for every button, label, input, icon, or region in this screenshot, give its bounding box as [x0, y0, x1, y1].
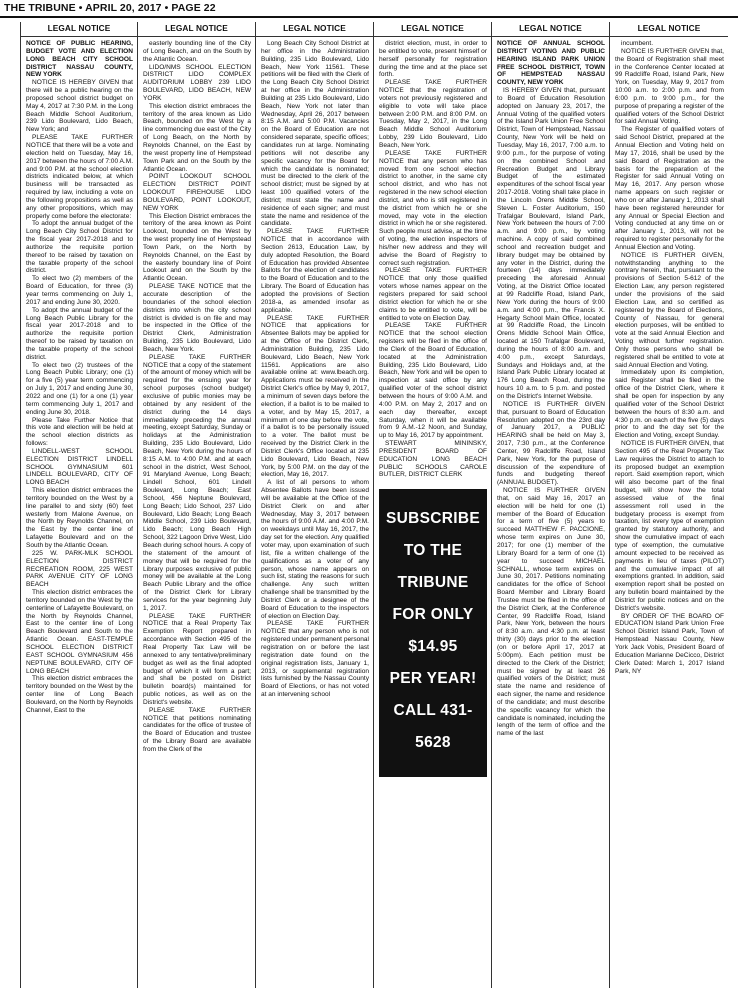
- notice-paragraph: This election district embraces the territory bounded on the West by the center line of Long Beach Boulevard, on the North by Reynolds Channel, East to the: [26, 675, 133, 714]
- column-5: [492, 22, 610, 988]
- column-2: [138, 22, 256, 988]
- notice-paragraph: NOTICE IS FURTHER GIVEN that, pursuant to Board of Education Resolution adopted on the 23rd day of January 2017, a PUBLIC HEARING shall be held on May 3, 2017, 7:30 p.m., at the Conference Center, 99 Radcliffe Road, Island Park, New York, for the purpose of discussion of the expenditure of funds and budgeting thereof (ANNUAL BUDGET).: [497, 400, 605, 487]
- column-heading: LEGAL NOTICE: [138, 22, 255, 37]
- notice-paragraph: NOTICE OF ANNUAL SCHOOL DISTRICT VOTING AND PUBLIC HEARING ISLAND PARK UNION FREE SCHOOL DISTRICT, TOWN OF HEMPSTEAD NASSAU COUNTY, NEW YORK: [497, 40, 605, 87]
- notice-paragraph: Please Take Further Notice that this vote and election will be held at the school election districts as follows:: [26, 416, 133, 448]
- notice-paragraph: Long Beach City School District at her office in the Administration Building, 235 Lido Boulevard, Lido Beach, New York 11561. These petitions will be filed with the Clerk of the Long Beach City School District at her office in the Administration Building at 235 Lido Boulevard, Lido Beach, New York not later than Wednesday, April 26, 2017 between 8:15 A.M. and 5:00 P.M. Vacancies on the Board of Education are not considered separate, specific offices; candidates run at large. Nominating petitions will not describe any specific vacancy for the Board for which the candidate is nominated; must be directed to the clerk of the school district; must be signed by at least 100 qualified voters of the district; must state the name and residence of each signer; and must state the name and residence of the candidate.: [261, 40, 369, 228]
- column-body: [261, 40, 369, 699]
- notice-paragraph: PLEASE TAKE FURTHER NOTICE that a copy of the statement of the amount of money which will be required for the ensuing year for school purposes (school budget) exclusive of public monies may be obtained by any resident of the district during the 14 days immediately preceding the annual meeting, except Saturday, Sunday or holidays at the Administration Building, 235 Lido Boulevard, Lido Beach, New York during the hours of 8:15 A.M. to 4:00 P.M. and at each school in the district, West School, 91 Maryland Avenue, Long Beach; Lindell School, 601 Lindell Boulevard, Long Beach; East School, 456 Neptune Boulevard, Long Beach; Lido School, 237 Lido Boulevard, Lido Beach; Long Beach Middle School, 239 Lido Boulevard, Lido Beach; Long Beach High School, 322 Lagoon Drive West, Lido Beach during school hours. A copy of the statement of the amount of money that will be required for the Library purposes exclusive of public money will be available at the Long Beach Public Library and the office of the District Clerk for Library services for the year beginning July 1, 2017.: [143, 353, 251, 612]
- masthead: THE TRIBUNE • APRIL 20, 2017 • PAGE 22: [4, 2, 216, 14]
- legal-notice-columns: [20, 22, 728, 988]
- column-heading: LEGAL NOTICE: [21, 22, 137, 37]
- promo-line: 5628: [415, 734, 451, 752]
- header-rule: [0, 16, 738, 18]
- notice-paragraph: PLEASE TAKE FURTHER NOTICE that in accordance with Section 2613, Education Law, by duly adopted Resolution, the Board of Education has provided Absentee Ballots for the election of candidates to the Board of Education and to the Library. The Board of Education has adopted the provisions of Section 2018-a, as amended insofar as applicable.: [261, 228, 369, 314]
- notice-paragraph: POINT LOOKOUT SCHOOL ELECTION DISTRICT POINT LOOKOUT FIREHOUSE LIDO BOULEVARD, POINT LOOKOUT, NEW YORK: [143, 173, 251, 212]
- column-body: [26, 40, 133, 715]
- column-body: [497, 40, 605, 738]
- column-heading: LEGAL NOTICE: [374, 22, 491, 37]
- column-1: [20, 22, 138, 988]
- promo-line: PER YEAR!: [389, 670, 477, 688]
- notice-paragraph: A list of all persons to whom Absentee Ballots have been issued will be available at the Office of the District Clerk on and after Wednesday, May 3, 2017 between the hours of 9:00 A.M. and 4:00 P.M. on weekdays until May 16, 2017, the day set for the election. Any qualified voter may, upon examination of such list, file a written challenge of the qualifications as a voter of any person, whose name appears on such list, stating the reasons for such challenge. Any such written challenge shall be transmitted by the District Clerk or a designee of the Board of Education to the inspectors of election on Election Day.: [261, 479, 369, 620]
- notice-paragraph: PLEASE TAKE NOTICE that the accurate description of the boundaries of the school election districts into which the city school district is divided is on file and may be inspected in the Office of the District Clerk, Administration Building, 235 Lido Boulevard, Lido Beach, New York.: [143, 283, 251, 353]
- column-4: [374, 22, 492, 988]
- notice-paragraph: NOTICE IS FURTHER GIVEN that, the Board of Registration shall meet in the Conference Center located at 99 Radcliffe Road, Island Park, New York, on Tuesday, May 9, 2017 from 10:00 a.m. to 2:00 p.m. and from 6:00 p.m. to 9:00 p.m., for the purpose of preparing a register of the qualified voters of the School District for said Annual Voting.: [615, 47, 724, 126]
- page-header: [0, 0, 738, 16]
- notice-paragraph: PLEASE TAKE FURTHER NOTICE that any person who has moved from one school election district to another, in the same city school district, and who has not registered in the new school election district, and who is still registered in the district from which he or she moved, may vote in the election district in which he or she registered. Such people must advise, at the time of voting, the election inspectors of his/her new address and they will advise the Board of Registry to correct such registration.: [379, 149, 487, 267]
- notice-paragraph: To elect two (2) trustees of the Long Beach Public Library; one (1) for a five (5) year term commencing on July 1, 2017 and ending June 30, 2022 and one (1) for a one (1) year term commencing July 1, 2017 and ending June 30, 2018.: [26, 361, 133, 416]
- column-body: [615, 40, 724, 675]
- promo-line: TRIBUNE: [397, 574, 469, 592]
- notice-paragraph: This election district embraces the territory bounded on the West by a line parallel to and sixty (60) feet westerly from Malone Avenue, on the North by Reynolds Channel, on the East by the center line of Lafayette Boulevard and on the South by the Atlantic Ocean.: [26, 487, 133, 549]
- column-heading: LEGAL NOTICE: [610, 22, 728, 37]
- notice-paragraph: easterly bounding line of the City of Long Beach, and on the South by the Atlantic Ocean.: [143, 40, 251, 63]
- notice-paragraph: NOTICE IS FURTHER GIVEN, that Section 495 of the Real Property Tax Law requires the District to attach to its proposed budget an exemption report. Said exemption report, which will also become part of the final budget, will show how the total assessed value of the final assessment roll used in the budgetary process is exempt from taxation, list every type of exemption granted by statutory authority, and show the cumulative impact of each type of exemption, the cumulative amount expected to be received as payments in lieu of taxes (PILOT) and the cumulative impact of all exemptions granted. In addition, said exemption report shall be posted on any bulletin board maintained by the District for public notices and on the District's website.: [615, 440, 724, 612]
- notice-paragraph: NOTICE IS HEREBY GIVEN that there will be a public hearing on the proposed school district budget on May 4, 2017 at 7:30 P.M. in the Long Beach Middle School Auditorium, 239 Lido Boulevard, Lido Beach, New York; and: [26, 79, 133, 134]
- notice-paragraph: incumbent.: [621, 40, 654, 47]
- notice-paragraph: PLEASE TAKE FURTHER NOTICE that the school election registers will be filed in the office of the Clerk of the Board of Education, located at the Administration Building, 235 Lido Boulevard, Lido Beach, New York and will be open to inspection at said office by any qualified voter of the school district between the hours of 9:00 A.M. and 4:00 P.M. on May 2, 2017 and on each day thereafter, except Saturday, when it will be available from 9 A.M.-12 Noon, and Sunday, up to May 16, 2017 by appointment.: [379, 322, 487, 440]
- promo-line: SUBSCRIBE: [386, 510, 480, 528]
- notice-paragraph: This election district embraces the territory of the area known as Lido Beach, bounded on the West by a line commencing due east of the City of Long Beach, on the North by Reynolds Channel, on the East by the west property line of Hempstead Town Park and on the South by the Atlantic Ocean.: [143, 102, 251, 173]
- notice-paragraph: LIDO/NMS SCHOOL ELECTION DISTRICT LIDO COMPLEX AUDITORIUM LOBBY 239 LIDO BOULEVARD, LIDO BEACH, NEW YORK: [143, 63, 251, 102]
- subscribe-promo-box: [379, 489, 487, 777]
- notice-paragraph: NOTICE IS FURTHER GIVEN that, on said May 16, 2017 an election will be held for one (1) member of the Board of Education for a term of five (5) years to succeed MATTHEW F. PACCIONE, whose term expires on June 30, 2017; for one (1) member of the Library Board for a term of one (1) year to succeed MICHAEL SCHNALL, whose term expires on June 30, 2017. Petitions nominating candidates for the office of School Board Member and Library Board Trustee must be filed in the office of the District Clerk, at the Conference Center, 99 Radcliffe Road, Island Park, New York, between the hours of 8:30 a.m. and 4:30 p.m. at least thirty (30) days prior to the election (on or before April 17, 2017 at 5:00pm). Each petition must be directed to the Clerk of the District; must be signed by at least 26 qualified voters of the District; must state the name and residence of each signer, the name and residence of the candidate; and must describe the specific vacancy for which the candidate is nominated, including the length of the term of office and the name of the last: [497, 487, 605, 738]
- notice-paragraph: district election, must, in order to be entitled to vote, present himself or herself personally for registration during the time and at the place set forth.: [379, 40, 487, 79]
- column-body: [143, 40, 251, 754]
- notice-paragraph: 225 W. PARK-MLK SCHOOL ELECTION DISTRICT RECREATION ROOM, 225 WEST PARK AVENUE CITY OF LONG BEACH: [26, 549, 133, 589]
- notice-paragraph: PLEASE TAKE FURTHER NOTICE that the registration of voters not previously registered and eligible to vote will take place between 2:00 P.M. and 8:00 P.M. on Tuesday, May 2, 2017, in the Long Beach Middle School Auditorium Lobby, 239 Lido Boulevard, Lido Beach, New York.: [379, 79, 487, 149]
- notice-paragraph: IS HEREBY GIVEN that, pursuant to Board of Education Resolution adopted on January 23, 2017, the Annual Voting of the qualified voters of the Island Park Union Free School District, Town of Hempstead, Nassau County, New York will be held on Tuesday, May 16, 2017, 7:00 a.m. to 9:00 p.m., for the purpose of voting on the combined School and Recreation Budget and Library Budget of the estimated expenditures of the school fiscal year 2017-2018. Voting shall take place in the Lincoln Orens Middle School, Steven L. Foster Auditorium, 150 Trafalgar Boulevard, Island Park, New York between the hours of 7:00 a.m. and 9:00 p.m., by voting machine. A copy of said combined school and recreation budget and library budget may be obtained by any voter in the District, during the fourteen (14) days immediately preceding the aforesaid Annual Voting, at the District Office located at 99 Radcliffe Road, Island Park, New York during the hours of 9:00 a.m. and 4:00 p.m., the Francis X. Hegarty School Main Office, located at 99 Radcliffe Road, the Lincoln Orens Middle School Main Office, located at 150 Trafalgar Boulevard, during the hours of 8:00 a.m. and 4:00 p.m., except Saturdays, Sundays and Holidays and, at the Island Park Public Library located at 176 Long Beach Road, during the hours 10 a.m. to 5 p.m. and posted on the District's Internet Website.: [497, 87, 605, 400]
- column-6: [610, 22, 728, 988]
- notice-paragraph: PLEASE TAKE FURTHER NOTICE that there will be a vote and election held on Tuesday, May 16, 2017 between the hours of 7:00 A.M. and 9:00 P.M. at the school election districts indicated below, at which business will be transacted as required by law, including a vote on the following propositions as well as any other propositions, which may properly come before the electorate:: [26, 134, 134, 220]
- notice-paragraph: This election district embraces the territory bounded on the West by the centerline of Lafayette Boulevard, on the North by Reynolds Channel, East to the center line of Long Beach Boulevard and South to the Atlantic Ocean. EAST-TEMPLE SCHOOL ELECTION DISTRICT EAST SCHOOL GYMNASIUM 456 NEPTUNE BOULEVARD, CITY OF LONG BEACH: [26, 589, 133, 675]
- notice-paragraph: BY ORDER OF THE BOARD OF EDUCATION Island Park Union Free School District Island Park, Town of Hempstead Nassau County, New York Jack Vobis, President Board of Education Marianne DeCicco, District Clerk Dated: March 1, 2017 Island Park, NY: [615, 612, 724, 675]
- notice-paragraph: The Register of qualified voters of said School District, prepared at the Annual Election and Voting held on May 17, 2016, shall be used by the said Board of Registration as the basis for the preparation of the Register for said Annual Voting on May 16, 2017. Any person whose name appears on such register or who on or after January 1, 2013 shall have been registered hereunder for any Annual or Special Election and Voting conducted at any time on or after January 1, 2013, will not be required to register personally for the Annual Election and Voting.: [615, 126, 724, 251]
- notice-paragraph: NOTICE IS FURTHER GIVEN, notwithstanding anything to the contrary herein, that, pursuant to the provisions of Section 5-612 of the Election Law, any person registered under the provisions of the said Election Law, and so certified as registered by the Board of Elections, County of Nassau, for general election purposes, will be entitled to vote at the said Annual Election and Voting without further registration. Only those persons who shall be registered shall be entitled to vote at said Annual Election and Voting.: [615, 251, 724, 369]
- notice-paragraph: PLEASE TAKE FURTHER NOTICE that applications for Absentee Ballots may be applied for at the Office of the District Clerk, Administration Building, 235 Lido Boulevard, Lido Beach, New York 11561. Applications are also available online at: www.lbeach.org. Applications must be received in the District Clerk's office by May 9, 2017, a minimum of seven days before the election, if a ballot is to be mailed to a voter, and by May 15, 2017, a minimum of one day before the vote, if a ballot is to be personally issued to a voter. The ballot must be received by the District Clerk in the District Clerk's Office located at 235 Lido Boulevard, Lido Beach, New York, by 5:00 P.M. on the day of the election, May 16, 2017.: [261, 314, 369, 479]
- promo-line: FOR ONLY: [392, 606, 474, 624]
- column-heading: LEGAL NOTICE: [492, 22, 609, 37]
- notice-paragraph: To elect two (2) members of the Board of Education, for three (3) year terms commencing on July 1, 2017 and ending June 30, 2020.: [26, 275, 133, 306]
- promo-line: CALL 431-: [393, 702, 473, 720]
- notice-paragraph: LINDELL-WEST SCHOOL ELECTION DISTRICT LINDELL SCHOOL GYMNASIUM 601 LINDELL BOULEVARD, CITY OF LONG BEACH: [26, 447, 133, 487]
- promo-line: TO THE: [403, 542, 463, 560]
- promo-line: $14.95: [408, 638, 458, 656]
- notice-paragraph: PLEASE TAKE FURTHER NOTICE that petitions nominating candidates for the office of trustee of the Board of Education and trustee of the Library Board are available from the Clerk of the: [143, 706, 251, 753]
- notice-paragraph: STEWART MININSKY, PRESIDENT BOARD OF EDUCATION LONG BEACH PUBLIC SCHOOLS CAROLE BUTLER, DISTRICT CLERK: [379, 440, 487, 479]
- notice-paragraph: To adopt the annual budget of the Long Beach City School District for the fiscal year 2017-2018 and to authorize the requisite portion thereof to be raised by taxation on the taxable property of the school district.: [26, 220, 133, 275]
- notice-paragraph: PLEASE TAKE FURTHER NOTICE that only those qualified voters whose names appear on the registers prepared for said school district election for which he or she claims to be entitled to vote, will be entitled to vote on Election Day.: [379, 267, 487, 322]
- notice-paragraph: To adopt the annual budget of the Long Beach Public Library for the fiscal year 2017-2018 and to authorize the requisite portion thereof to be raised by taxation on the taxable property of the school district.: [26, 306, 133, 361]
- column-body: [379, 40, 487, 479]
- notice-paragraph: Immediately upon its completion, said Register shall be filed in the office of the District Clerk, where it shall be open for inspection by any qualified voter of the School District between the hours of 8:30 a.m. and 4:30 p.m. on each of the five (5) days prior to and the day set for the Election and Voting, except Sunday.: [615, 369, 724, 440]
- column-heading: LEGAL NOTICE: [256, 22, 373, 37]
- notice-paragraph: NOTICE OF PUBLIC HEARING, BUDGET VOTE AND ELECTION LONG BEACH CITY SCHOOL DISTRICT NASSAU COUNTY, NEW YORK: [26, 40, 133, 79]
- notice-paragraph: PLEASE TAKE FURTHER NOTICE that any person who is not registered under permanent personal registration on or before the last registration date found on the original registration lists, January 1, 2013, or supplemental registration lists furnished by the Nassau County Board of Elections, or has not voted at an intervening school: [261, 620, 369, 699]
- notice-paragraph: This Election District embraces the territory of the area known as Point Lookout, bounded on the West by the west property line of Hempstead Town Park, on the North by Reynolds Channel, on the East by the easterly boundary line of Point Lookout and on the South by the Atlantic Ocean.: [143, 212, 251, 283]
- notice-paragraph: PLEASE TAKE FURTHER NOTICE that a Real Property Tax Exemption Report prepared in accordance with Section 495 of the Real Property Tax Law will be annexed to any tentative/preliminary budget as well as the final adopted budget of which it will form a part; and shall be posted on District bulletin board(s) maintained for public notices, as well as on the District's website.: [143, 612, 251, 706]
- column-3: [256, 22, 374, 988]
